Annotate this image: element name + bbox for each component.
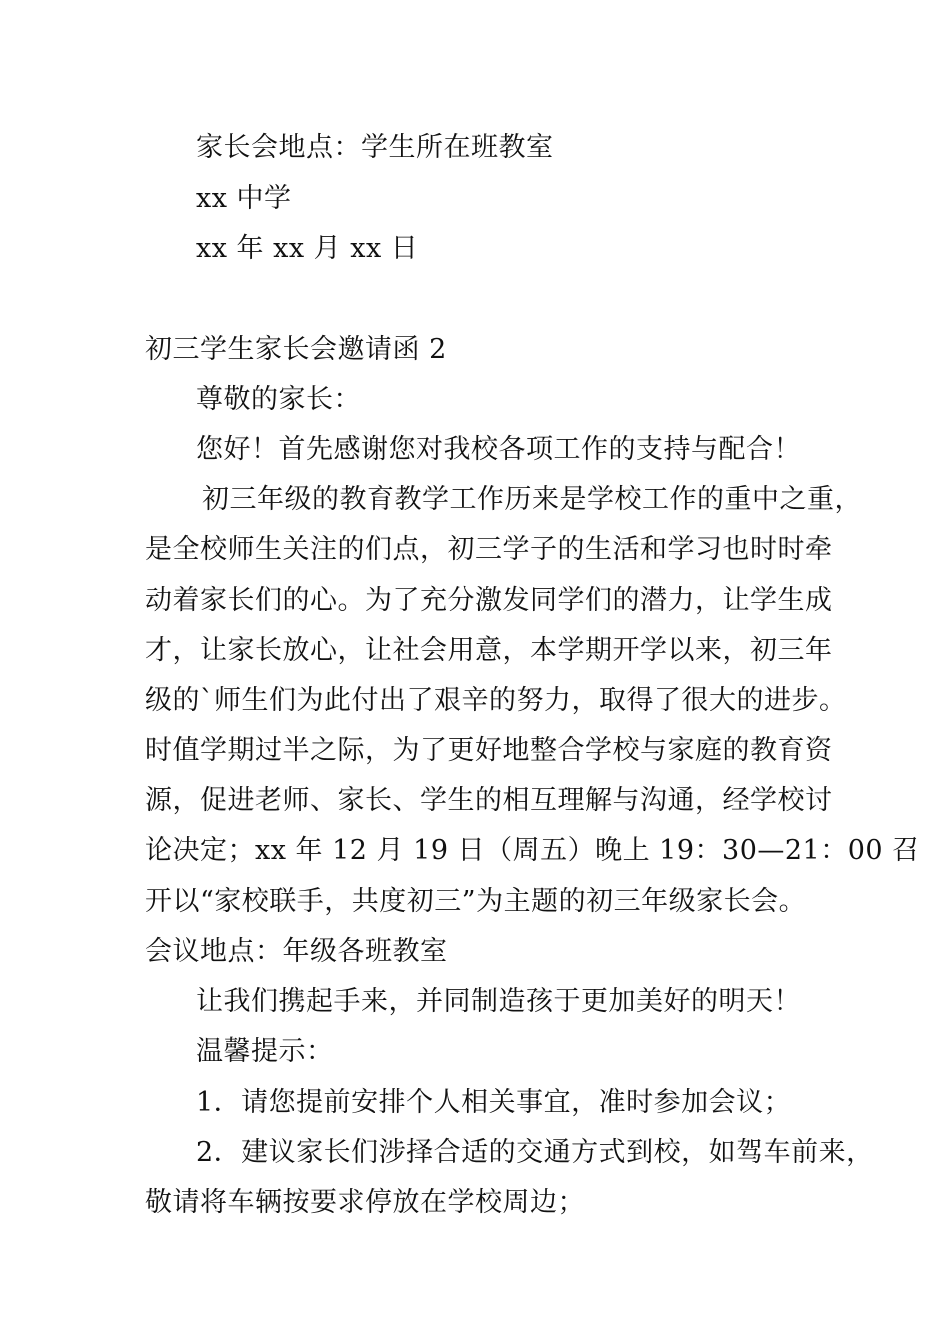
paragraph-line: 级的`师生们为此付出了艰辛的努力，取得了很大的进步。 xyxy=(145,685,847,716)
date-line: xx 年 xx 月 xx 日 xyxy=(196,233,419,264)
tip-item-continuation: 敬请将车辆按要求停放在学校周边； xyxy=(145,1187,585,1218)
paragraph-line: 源，促进老师、家长、学生的相互理解与沟通，经学校讨 xyxy=(145,785,833,816)
closing-line: 让我们携起手来，并同制造孩于更加美好的明天！ xyxy=(196,986,801,1017)
greeting-line: 您好！首先感谢您对我校各项工作的支持与配合！ xyxy=(196,434,801,465)
salutation: 尊敬的家长： xyxy=(196,384,361,415)
tip-item: 1．请您提前安排个人相关事宜，准时参加会议； xyxy=(196,1087,792,1118)
paragraph-line: 开以“家校联手，共度初三”为主题的初三年级家长会。 xyxy=(145,886,807,917)
school-name-line: xx 中学 xyxy=(196,183,292,214)
tip-item: 2．建议家长们涉择合适的交通方式到校，如驾车前来， xyxy=(196,1137,874,1168)
meeting-place-line: 会议地点：年级各班教室 xyxy=(145,936,448,967)
paragraph-line: 动着家长们的心。为了充分激发同学们的潜力，让学生成 xyxy=(145,585,833,616)
paragraph-line: 才，让家长放心，让社会用意，本学期开学以来，初三年 xyxy=(145,635,833,666)
paragraph-line: 是全校师生关注的们点，初三学子的生活和学习也时时牵 xyxy=(145,534,833,565)
meeting-location-line: 家长会地点：学生所在班教室 xyxy=(196,132,554,163)
tips-heading: 温馨提示： xyxy=(196,1036,334,1067)
paragraph-line: 初三年级的教育教学工作历来是学校工作的重中之重， xyxy=(202,484,862,515)
paragraph-line: 时值学期过半之际，为了更好地整合学校与家庭的教育资 xyxy=(145,735,833,766)
section-title: 初三学生家长会邀请函 2 xyxy=(145,334,447,365)
paragraph-line: 论决定；xx 年 12 月 19 日（周五）晚上 19：30—21：00 召 xyxy=(145,835,920,866)
